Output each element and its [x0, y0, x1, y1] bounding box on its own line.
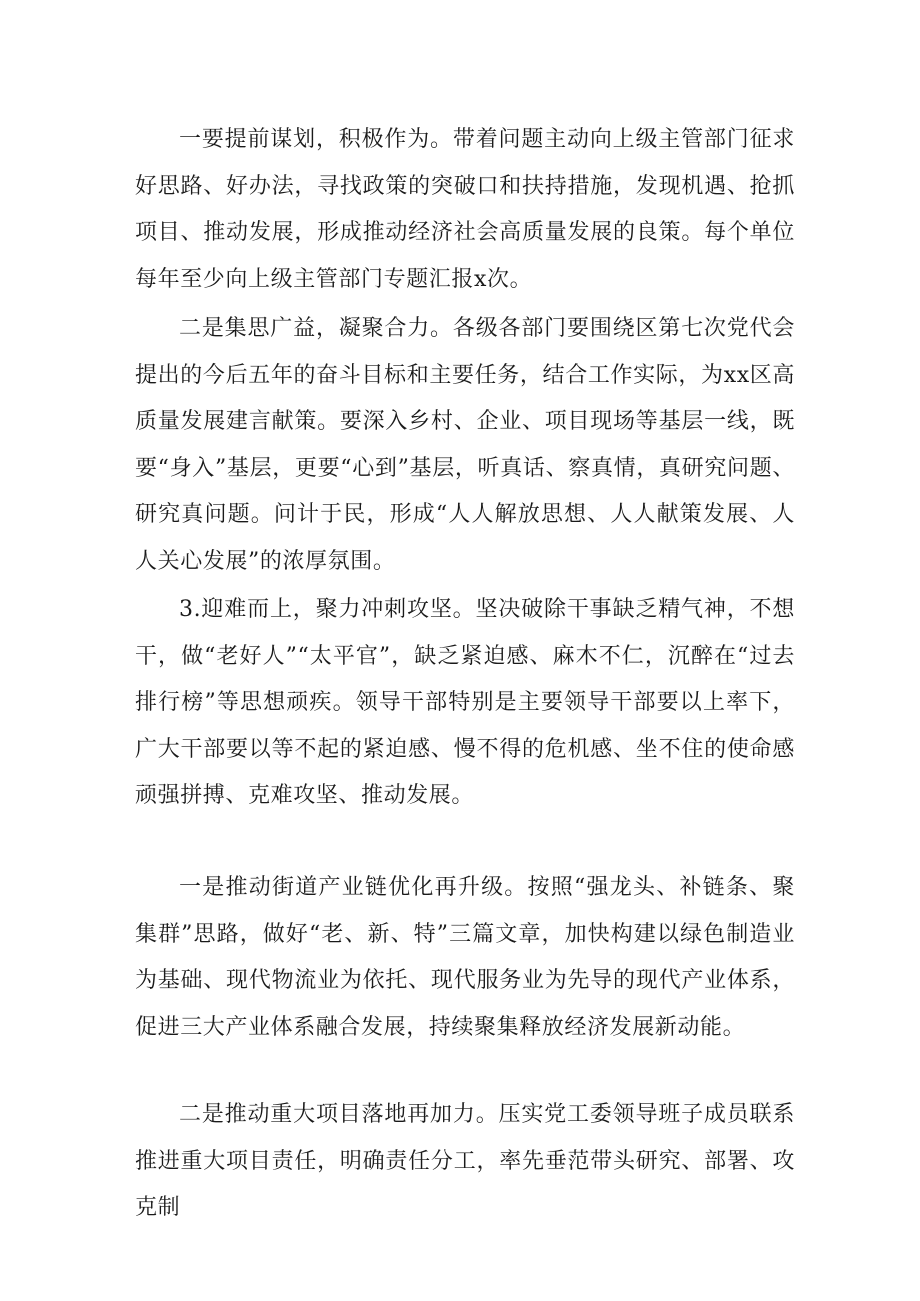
paragraph-plan-ahead: 一要提前谋划，积极作为。带着问题主动向上级主管部门征求好思路、好办法，寻找政策的突破口和扶持措施，发现机遇、抢抓项目、推动发展，形成推动经济社会高质量发展的良策。每个单位每年至少向上级主管部门专题汇报x次。: [135, 127, 795, 292]
paragraph-pool-wisdom: 二是集思广益，凝聚合力。各级各部门要围绕区第七次党代会提出的今后五年的奋斗目标和主要任务，结合工作实际，为xx区高质量发展建言献策。要深入乡村、企业、项目现场等基层一线，既要“身入”基层，更要“心到”基层，听真话、察真情，真研究问题、研究真问题。问计于民，形成“人人解放思想、人人献策发展、人人关心发展”的浓厚氛围。: [135, 316, 795, 574]
paragraph-major-projects: 二是推动重大项目落地再加力。压实党工委领导班子成员联系推进重大项目责任，明确责任分工，率先垂范带头研究、部署、攻克制: [135, 1102, 795, 1220]
paragraph-tackle-difficulties: 3.迎难而上，聚力冲刺攻坚。坚决破除干事缺乏精气神，不想干，做“老好人”“太平官”，缺乏紧迫感、麻木不仁，沉醉在“过去排行榜”等思想顽疾。领导干部特别是主要领导干部要以上率下，广大干部要以等不起的紧迫感、慢不得的危机感、坐不住的使命感顽强拼搏、克难攻坚、推动发展。: [135, 597, 795, 808]
paragraph-industry-chain: 一是推动街道产业链优化再升级。按照“强龙头、补链条、聚集群”思路，做好“老、新、特”三篇文章，加快构建以绿色制造业为基础、现代物流业为依托、现代服务业为先导的现代产业体系，促进三大产业体系融合发展，持续聚集释放经济发展新动能。: [135, 875, 795, 1040]
